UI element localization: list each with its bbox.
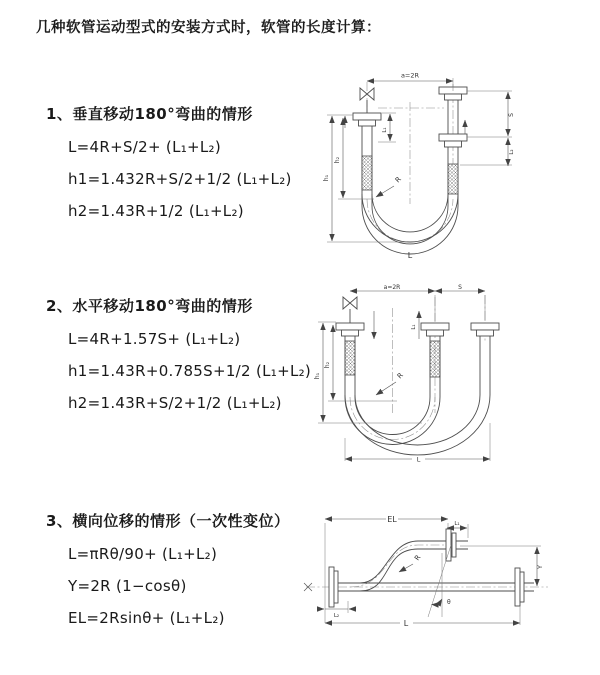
braided-hose-section [362, 156, 372, 190]
dim-label-l1: L₁ [382, 127, 388, 133]
dim-label-theta: θ [447, 599, 451, 606]
dim-label-s: S [508, 113, 515, 117]
formula-line: L=πRθ/90+ (L₁+L₂) [68, 545, 218, 563]
formula-line: EL=2Rsinθ+ (L₁+L₂) [68, 609, 225, 627]
dim-label-y: Y [536, 565, 544, 569]
diagram-horizontal-180-bend [312, 283, 547, 465]
diagram-lateral-displacement [300, 505, 555, 640]
section-1-heading: 1、垂直移动180°弯曲的情形 [46, 105, 253, 123]
formula-line: h2=1.43R+S/2+1/2 (L₁+L₂) [68, 394, 282, 412]
formula-line: h2=1.43R+1/2 (L₁+L₂) [68, 202, 244, 220]
dim-label-l1: L₁ [411, 324, 417, 330]
section-3-heading: 3、横向位移的情形（一次性变位） [46, 512, 290, 530]
dim-label-l2: L₂ [509, 149, 515, 155]
formula-line: h1=1.43R+0.785S+1/2 (L₁+L₂) [68, 362, 312, 380]
centerlines [306, 545, 548, 587]
dim-label-h2: h₂ [334, 156, 341, 164]
section-vertical-movement [46, 103, 326, 220]
dim-label-l1: L₁ [454, 521, 460, 527]
dim-label-length: L [407, 251, 413, 260]
dim-label-s: S [458, 283, 462, 291]
dim-label-radius: R [393, 175, 403, 185]
braided-hose-section [430, 341, 440, 377]
dim-label-radius: R [395, 371, 405, 381]
dimensions [318, 515, 544, 628]
formula-line: Y=2R (1−cosθ) [68, 577, 187, 595]
section-lateral-displacement [46, 510, 326, 627]
braided-hose-section [345, 341, 355, 375]
valve-icon [360, 88, 374, 113]
formula-line: L=4R+S/2+ (L₁+L₂) [68, 138, 222, 156]
dim-label-l2: L₂ [333, 613, 340, 619]
flange [336, 323, 499, 336]
section-horizontal-movement [46, 295, 326, 412]
dim-label-length: L [403, 619, 409, 628]
dimensions [323, 72, 515, 261]
dimensions [314, 284, 490, 464]
dim-label-radius: R [413, 553, 423, 563]
dim-label-length: L [416, 455, 421, 464]
dim-label-h1: h₁ [314, 372, 321, 380]
valve-icon [343, 297, 357, 323]
formula-line: h1=1.432R+S/2+1/2 (L₁+L₂) [68, 170, 292, 188]
page-title: 几种软管运动型式的安装方式时，软管的长度计算： [36, 20, 381, 36]
formula-line: L=4R+1.57S+ (L₁+L₂) [68, 330, 241, 348]
braided-hose-section [448, 164, 458, 194]
hose-tube [345, 336, 490, 455]
dim-label-span: a=2R [400, 71, 420, 80]
section-2-heading: 2、水平移动180°弯曲的情形 [46, 297, 253, 315]
diagram-vertical-180-bend [312, 64, 532, 262]
dim-label-span: a=2R [383, 283, 401, 291]
centerlines [350, 295, 485, 440]
dim-label-h2: h₂ [324, 361, 331, 369]
dim-label-el: EL [387, 515, 397, 524]
dim-label-h1: h₁ [323, 174, 330, 182]
